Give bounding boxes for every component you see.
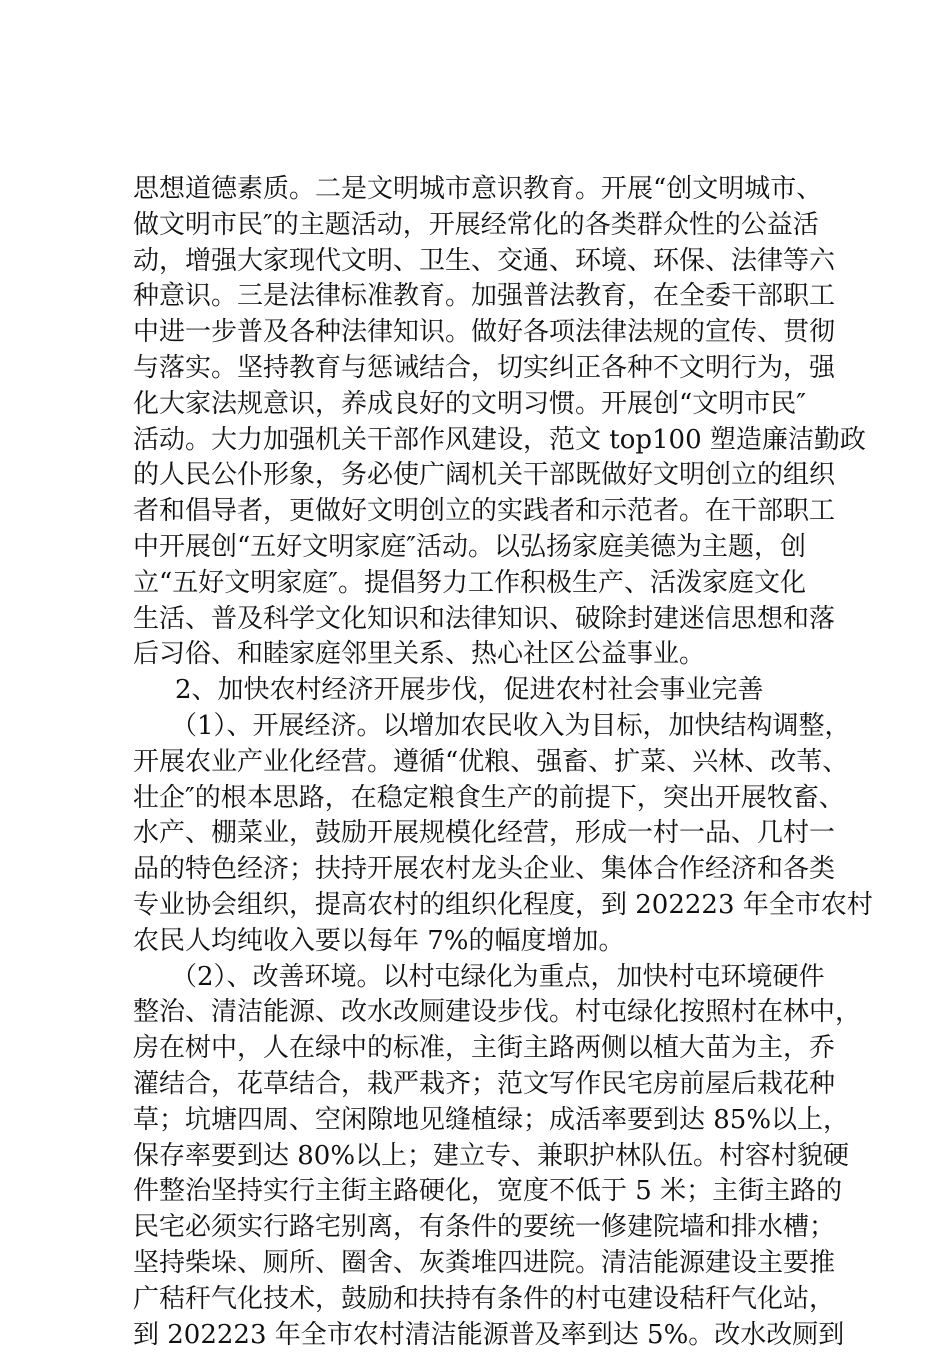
text-line: 草；坑塘四周、空闲隙地见缝植绿；成活率要到达 85%以上， <box>133 1103 833 1139</box>
text-line: （2）、改善环境。以村屯绿化为重点，加快村屯环境硬件 <box>133 960 833 996</box>
text-line: 中开展创“五好文明家庭″活动。以弘扬家庭美德为主题，创 <box>133 530 833 566</box>
text-line: 做文明市民″的主题活动，开展经常化的各类群众性的公益活 <box>133 208 833 244</box>
text-line: 品的特色经济；扶持开展农村龙头企业、集体合作经济和各类 <box>133 852 833 888</box>
text-line: 化大家法规意识，养成良好的文明习惯。开展创“文明市民″ <box>133 387 833 423</box>
text-line: 民宅必须实行路宅别离，有条件的要统一修建院墙和排水槽； <box>133 1210 833 1246</box>
text-line: 水产、棚菜业，鼓励开展规模化经营，形成一村一品、几村一 <box>133 816 833 852</box>
text-line: 专业协会组织，提高农村的组织化程度，到 202223 年全市农村 <box>133 888 833 924</box>
body-text <box>133 172 833 1353</box>
text-line: 立“五好文明家庭″。提倡努力工作积极生产、活泼家庭文化 <box>133 566 833 602</box>
section-heading: 2、加快农村经济开展步伐，促进农村社会事业完善 <box>133 673 833 709</box>
text-line: 动，增强大家现代文明、卫生、交通、环境、环保、法律等六 <box>133 244 833 280</box>
text-line: 后习俗、和睦家庭邻里关系、热心社区公益事业。 <box>133 637 833 673</box>
text-line: 种意识。三是法律标准教育。加强普法教育，在全委干部职工 <box>133 279 833 315</box>
text-line: 件整治坚持实行主街主路硬化，宽度不低于 5 米；主街主路的 <box>133 1174 833 1210</box>
text-line: 思想道德素质。二是文明城市意识教育。开展“创文明城市、 <box>133 172 833 208</box>
text-line: 者和倡导者，更做好文明创立的实践者和示范者。在干部职工 <box>133 494 833 530</box>
text-line: 的人民公仆形象，务必使广阔机关干部既做好文明创立的组织 <box>133 458 833 494</box>
text-line: 灌结合，花草结合，栽严栽齐；范文写作民宅房前屋后栽花种 <box>133 1067 833 1103</box>
text-line: 到 202223 年全市农村清洁能源普及率到达 5%。改水改厕到 <box>133 1318 833 1353</box>
text-line: 壮企″的根本思路，在稳定粮食生产的前提下，突出开展牧畜、 <box>133 781 833 817</box>
text-line: 生活、普及科学文化知识和法律知识、破除封建迷信思想和落 <box>133 602 833 638</box>
text-line: 广秸秆气化技术，鼓励和扶持有条件的村屯建设秸秆气化站， <box>133 1282 833 1318</box>
text-line: 活动。大力加强机关干部作风建设，范文 top100 塑造廉洁勤政 <box>133 423 833 459</box>
text-line: 与落实。坚持教育与惩诫结合，切实纠正各种不文明行为，强 <box>133 351 833 387</box>
text-line: 开展农业产业化经营。遵循“优粮、强畜、扩菜、兴林、改苇、 <box>133 745 833 781</box>
text-line: 坚持柴垛、厕所、圈舍、灰粪堆四进院。清洁能源建设主要推 <box>133 1246 833 1282</box>
text-line: （1）、开展经济。以增加农民收入为目标，加快结构调整， <box>133 709 833 745</box>
text-line: 保存率要到达 80%以上；建立专、兼职护林队伍。村容村貌硬 <box>133 1139 833 1175</box>
text-line: 农民人均纯收入要以每年 7%的幅度增加。 <box>133 924 833 960</box>
text-line: 整治、清洁能源、改水改厕建设步伐。村屯绿化按照村在林中， <box>133 995 833 1031</box>
text-line: 房在树中，人在绿中的标准，主街主路两侧以植大苗为主，乔 <box>133 1031 833 1067</box>
text-line: 中进一步普及各种法律知识。做好各项法律法规的宣传、贯彻 <box>133 315 833 351</box>
